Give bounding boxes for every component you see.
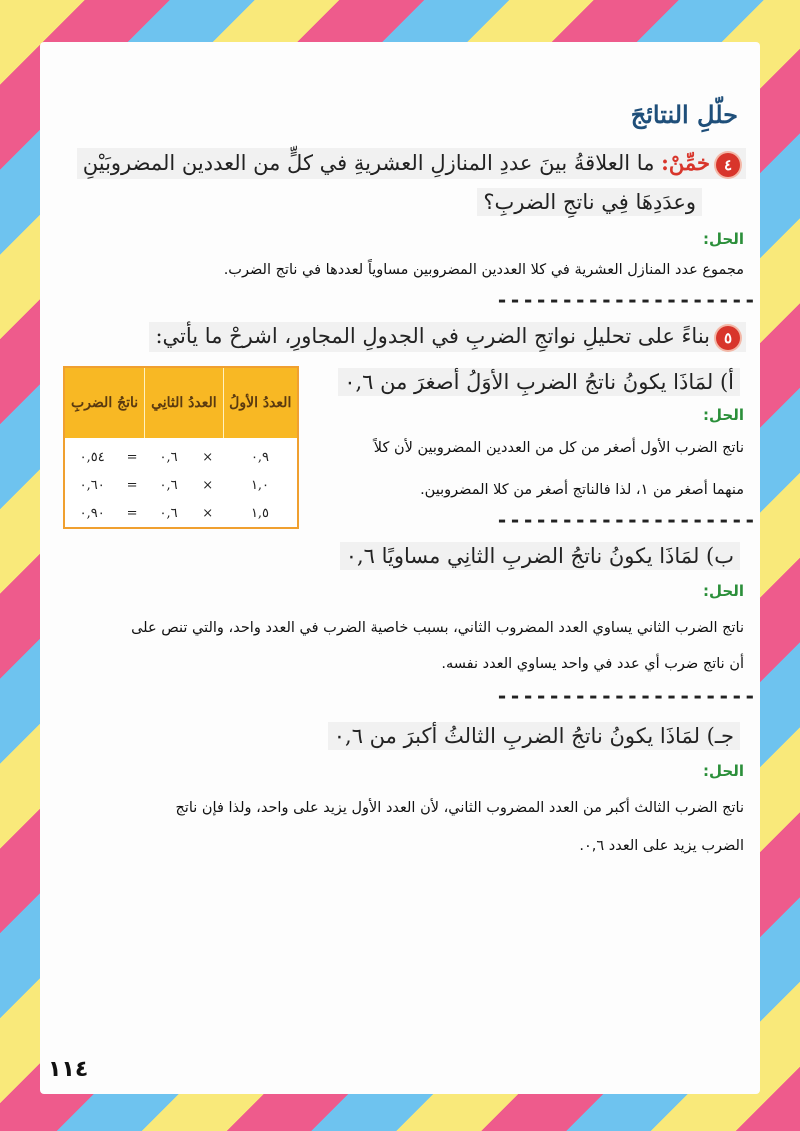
row-first-number: ١,٠ <box>223 471 298 499</box>
table-header-second-number: العددُ الثانِي <box>145 367 223 438</box>
q5a-answer-line2: منهما أصغر من ١، لذا فالناتج أصغر من كلا المضروبين. <box>420 482 744 498</box>
q5b-answer-line1: ناتج الضرب الثاني يساوي العدد المضروب الثاني، بسبب خاصية الضرب في العدد واحد، والتي تنص على <box>131 620 744 636</box>
row-second-number: ٠,٦ <box>145 499 193 528</box>
q5c-question: جـ) لمَاذَا يكونُ ناتجُ الضربِ الثالثُ أكبرَ من ٠,٦ <box>328 722 740 750</box>
table-header-product: ناتجُ الضربِ <box>64 367 145 438</box>
q5-intro-text: بناءً على تحليلِ نواتجِ الضربِ في الجدولِ المجاورِ، اشرحْ ما يأتي: <box>155 324 710 348</box>
row-product: ٠,٩٠ <box>64 499 119 528</box>
equals-sign: = <box>119 438 144 471</box>
row-second-number: ٠,٦ <box>145 438 193 471</box>
q5c-answer-line1: ناتج الضرب الثالث أكبر من العدد المضروب الثاني، لأن العدد الأول يزيد على واحد، ولذا فإن ناتج <box>175 800 744 816</box>
row-first-number: ٠,٩ <box>223 438 298 471</box>
q5c-solution-label: الحل: <box>703 762 744 780</box>
table-row <box>64 438 298 471</box>
q4-question-text: ما العلاقةُ بينَ عددِ المنازلِ العشريةِ في كلٍّ من العددين المضروبَيْنِ <box>82 151 655 175</box>
row-second-number: ٠,٦ <box>145 471 193 499</box>
multiplication-table <box>63 366 299 529</box>
q4-solution-label: الحل: <box>703 230 744 248</box>
worksheet-page <box>40 42 760 1094</box>
q4-answer: مجموع عدد المنازل العشرية في كلا العددين المضروبين مساوياً لعددها في ناتج الضرب. <box>223 262 744 278</box>
row-product: ٠,٦٠ <box>64 471 119 499</box>
row-first-number: ١,٥ <box>223 499 298 528</box>
q5-number-badge: ٥ <box>716 326 740 350</box>
q5b-answer-line2: أن ناتج ضرب أي عدد في واحد يساوي العدد نفسه. <box>441 656 744 672</box>
times-sign: × <box>192 499 223 528</box>
row-product: ٠,٥٤ <box>64 438 119 471</box>
table-header-first-number: العددُ الأولُ <box>223 367 298 438</box>
q5a-answer-line1: ناتج الضرب الأول أصغر من كل من العددين المضروبين لأن كلاً <box>373 440 744 456</box>
q4-line2: وعدَدِهَا فِي ناتجِ الضربِ؟ <box>477 188 702 216</box>
times-sign: × <box>192 438 223 471</box>
q5a-question: أ) لمَاذَا يكونُ ناتجُ الضربِ الأوَلُ أصغرَ من ٠,٦ <box>338 368 740 396</box>
separator-1: -------------------- <box>496 288 757 312</box>
q4-line1 <box>77 148 746 179</box>
table-row <box>64 471 298 499</box>
q5a-solution-label: الحل: <box>703 406 744 424</box>
q5b-question: ب) لمَاذَا يكونُ ناتجُ الضربِ الثانِي مساويًا ٠,٦ <box>340 542 740 570</box>
q5b-solution-label: الحل: <box>703 582 744 600</box>
separator-2: -------------------- <box>496 508 757 532</box>
equals-sign: = <box>119 499 144 528</box>
section-title: حلّلِ النتائجَ <box>630 100 738 129</box>
page-number: ١١٤ <box>48 1057 89 1082</box>
times-sign: × <box>192 471 223 499</box>
q5c-answer-line2: الضرب يزيد على العدد ٠,٦. <box>579 838 744 854</box>
separator-3: -------------------- <box>496 684 757 708</box>
table-row <box>64 499 298 528</box>
q4-guess-label: خمِّنْ: <box>661 150 710 175</box>
q5-intro-line <box>149 322 746 352</box>
equals-sign: = <box>119 471 144 499</box>
q4-number-badge: ٤ <box>716 153 740 177</box>
